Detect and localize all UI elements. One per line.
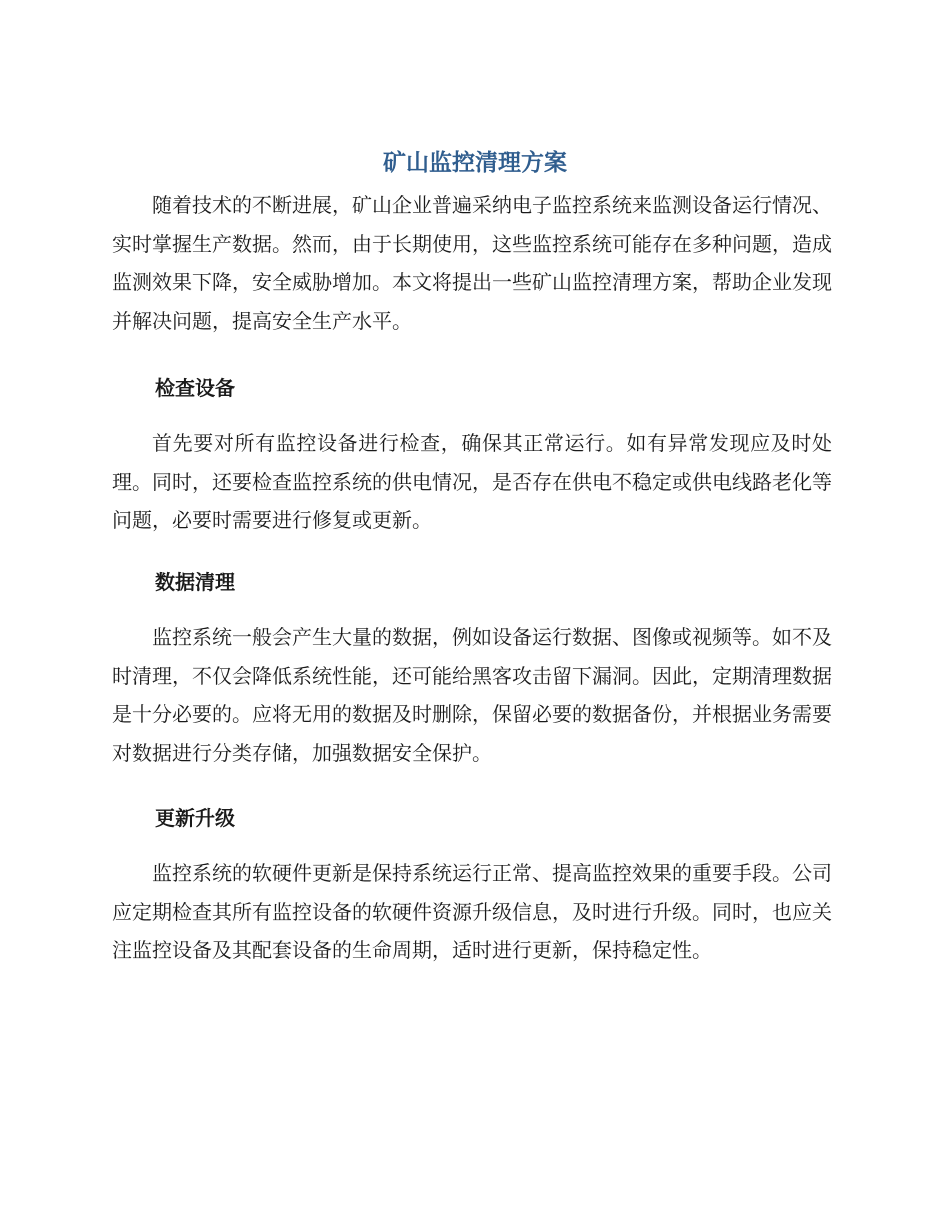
section-heading-check-equipment: 检查设备 (155, 376, 235, 400)
section-body-update-upgrade: 监控系统的软硬件更新是保持系统运行正常、提高监控效果的重要手段。公司应定期检查其所有监控设备的软硬件资源升级信息，及时进行升级。同时，也应关注监控设备及其配套设备的生命周期，适时进行更新，保持稳定性。 (112, 861, 832, 962)
section-heading-data-cleanup: 数据清理 (155, 570, 235, 594)
section-body-check-equipment: 首先要对所有监控设备进行检查，确保其正常运行。如有异常发现应及时处理。同时，还要检查监控系统的供电情况，是否存在供电不稳定或供电线路老化等问题，必要时需要进行修复或更新。 (112, 431, 832, 532)
intro-paragraph: 随着技术的不断进展，矿山企业普遍采纳电子监控系统来监测设备运行情况、实时掌握生产数据。然而，由于长期使用，这些监控系统可能存在多种问题，造成监测效果下降，安全威胁增加。本文将提出一些矿山监控清理方案，帮助企业发现并解决问题，提高安全生产水平。 (112, 193, 832, 333)
document-title: 矿山监控清理方案 (383, 150, 567, 176)
section-body-data-cleanup: 监控系统一般会产生大量的数据，例如设备运行数据、图像或视频等。如不及时清理，不仅会降低系统性能，还可能给黑客攻击留下漏洞。因此，定期清理数据是十分必要的。应将无用的数据及时删除，保留必要的数据备份，并根据业务需要对数据进行分类存储，加强数据安全保护。 (112, 625, 832, 765)
section-heading-update-upgrade: 更新升级 (155, 806, 235, 830)
